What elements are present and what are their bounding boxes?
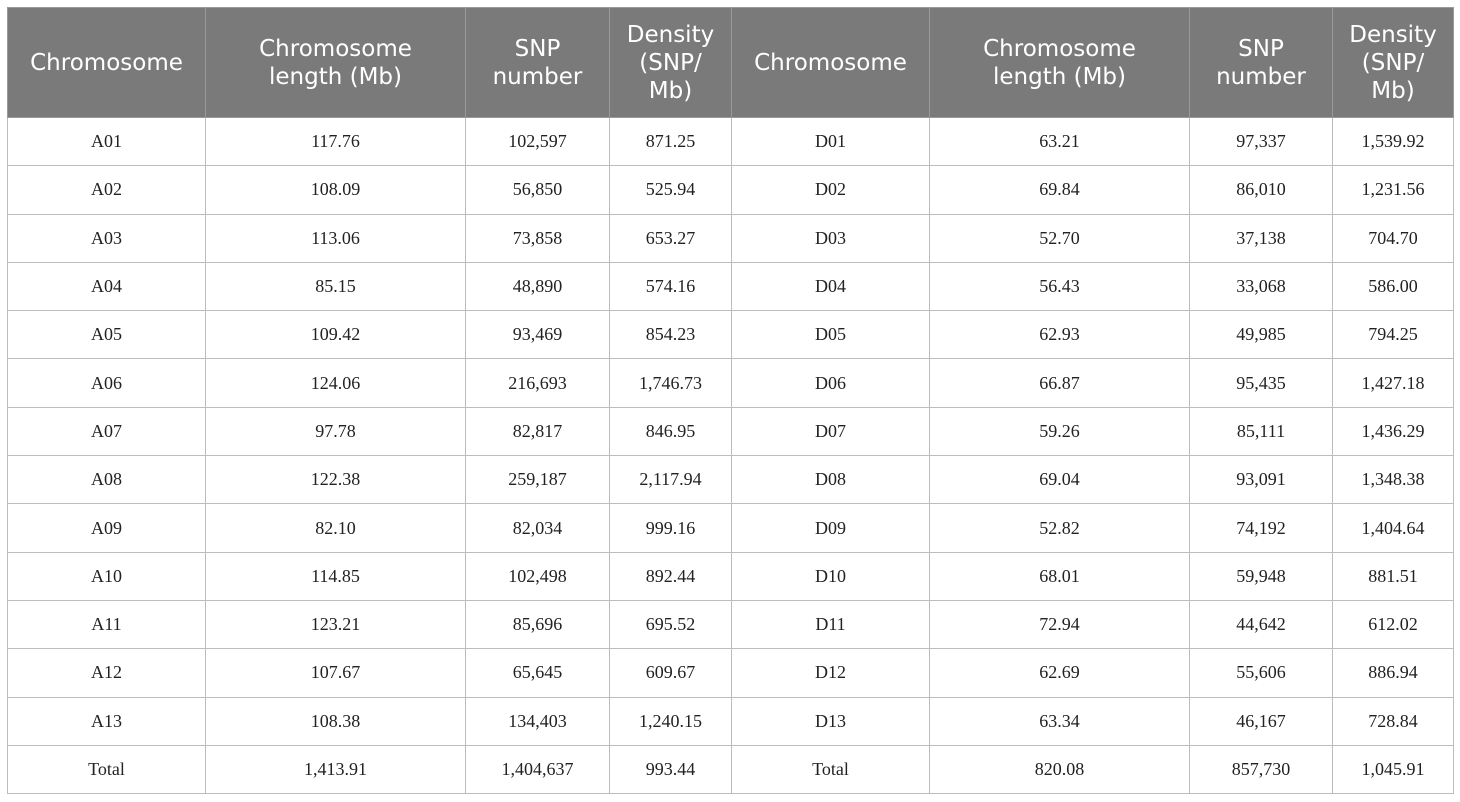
cell-length-d: 63.34 [930, 697, 1190, 745]
cell-snp-number-a: 93,469 [466, 311, 610, 359]
cell-chromosome-a: A12 [8, 649, 206, 697]
cell-length-d: 59.26 [930, 407, 1190, 455]
cell-length-a: 85.15 [206, 262, 466, 310]
cell-density-d: 728.84 [1333, 697, 1454, 745]
cell-snp-number-a: 134,403 [466, 697, 610, 745]
cell-snp-number-d: 37,138 [1190, 214, 1333, 262]
cell-length-d: 69.04 [930, 456, 1190, 504]
cell-length-a: 109.42 [206, 311, 466, 359]
cell-snp-number-d: 55,606 [1190, 649, 1333, 697]
cell-snp-number-a: 85,696 [466, 600, 610, 648]
cell-chromosome-d: D09 [732, 504, 930, 552]
cell-chromosome-a: A08 [8, 456, 206, 504]
cell-chromosome-a: A05 [8, 311, 206, 359]
header-length-a [206, 8, 466, 118]
header-snp-number-d [1190, 8, 1333, 118]
cell-chromosome-d: D11 [732, 600, 930, 648]
cell-length-a: 123.21 [206, 600, 466, 648]
cell-length-d: 820.08 [930, 745, 1190, 793]
header-density-a [610, 8, 732, 118]
cell-density-d: 1,539.92 [1333, 118, 1454, 166]
cell-snp-number-a: 56,850 [466, 166, 610, 214]
header-length-d [930, 8, 1190, 118]
table-row [8, 456, 1454, 504]
cell-snp-number-a: 259,187 [466, 456, 610, 504]
cell-density-a: 653.27 [610, 214, 732, 262]
cell-density-a: 993.44 [610, 745, 732, 793]
cell-density-a: 846.95 [610, 407, 732, 455]
cell-length-a: 108.09 [206, 166, 466, 214]
cell-length-d: 62.93 [930, 311, 1190, 359]
cell-density-d: 1,045.91 [1333, 745, 1454, 793]
cell-length-a: 117.76 [206, 118, 466, 166]
total-row [8, 745, 1454, 793]
header-snp-number-a [466, 8, 610, 118]
cell-snp-number-a: 65,645 [466, 649, 610, 697]
cell-snp-number-a: 102,498 [466, 552, 610, 600]
header-text-line: (SNP/ [639, 49, 702, 76]
cell-snp-number-a: 82,817 [466, 407, 610, 455]
cell-chromosome-d: D12 [732, 649, 930, 697]
cell-snp-number-d: 44,642 [1190, 600, 1333, 648]
table-row [8, 214, 1454, 262]
table-row [8, 504, 1454, 552]
cell-chromosome-a: A02 [8, 166, 206, 214]
cell-density-a: 609.67 [610, 649, 732, 697]
cell-snp-number-a: 216,693 [466, 359, 610, 407]
table-row [8, 552, 1454, 600]
cell-length-a: 113.06 [206, 214, 466, 262]
cell-density-d: 1,404.64 [1333, 504, 1454, 552]
cell-length-a: 1,413.91 [206, 745, 466, 793]
cell-chromosome-d: D06 [732, 359, 930, 407]
table-row [8, 697, 1454, 745]
cell-snp-number-d: 93,091 [1190, 456, 1333, 504]
table-header-row [8, 8, 1454, 118]
cell-length-a: 124.06 [206, 359, 466, 407]
cell-density-a: 574.16 [610, 262, 732, 310]
cell-density-a: 999.16 [610, 504, 732, 552]
header-text-line: Density [626, 21, 715, 48]
cell-length-d: 72.94 [930, 600, 1190, 648]
cell-snp-number-d: 74,192 [1190, 504, 1333, 552]
cell-chromosome-a: A09 [8, 504, 206, 552]
cell-chromosome-d: D10 [732, 552, 930, 600]
cell-density-a: 2,117.94 [610, 456, 732, 504]
cell-density-a: 871.25 [610, 118, 732, 166]
cell-density-d: 886.94 [1333, 649, 1454, 697]
table-row [8, 600, 1454, 648]
header-text-line: Chromosome [259, 35, 412, 62]
cell-snp-number-d: 85,111 [1190, 407, 1333, 455]
header-text-line: length (Mb) [992, 63, 1126, 90]
header-text-line: number [492, 63, 583, 90]
cell-snp-number-a: 73,858 [466, 214, 610, 262]
cell-density-a: 1,240.15 [610, 697, 732, 745]
cell-length-a: 107.67 [206, 649, 466, 697]
header-text-line: length (Mb) [268, 63, 402, 90]
snp-density-table [7, 7, 1454, 794]
cell-snp-number-d: 49,985 [1190, 311, 1333, 359]
cell-density-d: 704.70 [1333, 214, 1454, 262]
header-density-d [1333, 8, 1454, 118]
cell-snp-number-d: 59,948 [1190, 552, 1333, 600]
header-text-line: Mb) [648, 77, 693, 104]
cell-density-a: 892.44 [610, 552, 732, 600]
cell-chromosome-a: A10 [8, 552, 206, 600]
header-text-line: SNP [514, 35, 561, 62]
cell-density-d: 1,231.56 [1333, 166, 1454, 214]
cell-snp-number-d: 97,337 [1190, 118, 1333, 166]
cell-length-d: 52.82 [930, 504, 1190, 552]
cell-snp-number-d: 86,010 [1190, 166, 1333, 214]
cell-chromosome-a: A13 [8, 697, 206, 745]
cell-snp-number-d: 46,167 [1190, 697, 1333, 745]
cell-density-d: 1,436.29 [1333, 407, 1454, 455]
cell-chromosome-d: D02 [732, 166, 930, 214]
cell-chromosome-d: Total [732, 745, 930, 793]
cell-chromosome-a: A01 [8, 118, 206, 166]
header-text-line: Chromosome [30, 49, 183, 76]
cell-chromosome-d: D03 [732, 214, 930, 262]
cell-length-a: 82.10 [206, 504, 466, 552]
table-row [8, 262, 1454, 310]
cell-length-d: 69.84 [930, 166, 1190, 214]
cell-length-a: 114.85 [206, 552, 466, 600]
header-text-line: Density [1349, 21, 1437, 48]
cell-chromosome-a: A03 [8, 214, 206, 262]
cell-density-d: 794.25 [1333, 311, 1454, 359]
cell-chromosome-a: A07 [8, 407, 206, 455]
cell-length-d: 52.70 [930, 214, 1190, 262]
table-row [8, 166, 1454, 214]
header-text-line: SNP [1238, 35, 1284, 62]
cell-length-d: 66.87 [930, 359, 1190, 407]
header-chromosome-a [8, 8, 206, 118]
header-text-line: number [1216, 63, 1306, 90]
cell-chromosome-d: D05 [732, 311, 930, 359]
cell-length-d: 68.01 [930, 552, 1190, 600]
cell-chromosome-a: A11 [8, 600, 206, 648]
header-text-line: (SNP/ [1361, 49, 1425, 76]
cell-density-a: 1,746.73 [610, 359, 732, 407]
cell-chromosome-d: D01 [732, 118, 930, 166]
cell-density-d: 586.00 [1333, 262, 1454, 310]
table-row [8, 407, 1454, 455]
cell-density-a: 525.94 [610, 166, 732, 214]
cell-snp-number-d: 857,730 [1190, 745, 1333, 793]
cell-snp-number-a: 1,404,637 [466, 745, 610, 793]
cell-chromosome-a: A04 [8, 262, 206, 310]
cell-chromosome-a: A06 [8, 359, 206, 407]
cell-length-a: 122.38 [206, 456, 466, 504]
cell-length-a: 97.78 [206, 407, 466, 455]
cell-density-d: 1,348.38 [1333, 456, 1454, 504]
header-text-line: Chromosome [983, 35, 1136, 62]
header-text-line: Mb) [1371, 77, 1415, 104]
cell-chromosome-d: D04 [732, 262, 930, 310]
table-row [8, 649, 1454, 697]
header-chromosome-d [732, 8, 930, 118]
table-body [8, 118, 1454, 794]
cell-density-d: 1,427.18 [1333, 359, 1454, 407]
cell-snp-number-a: 82,034 [466, 504, 610, 552]
cell-density-d: 881.51 [1333, 552, 1454, 600]
cell-snp-number-d: 33,068 [1190, 262, 1333, 310]
cell-length-a: 108.38 [206, 697, 466, 745]
cell-length-d: 56.43 [930, 262, 1190, 310]
cell-chromosome-d: D13 [732, 697, 930, 745]
table-row [8, 118, 1454, 166]
cell-density-a: 854.23 [610, 311, 732, 359]
cell-snp-number-d: 95,435 [1190, 359, 1333, 407]
table-row [8, 359, 1454, 407]
header-text-line: Chromosome [754, 49, 907, 76]
cell-length-d: 63.21 [930, 118, 1190, 166]
cell-snp-number-a: 102,597 [466, 118, 610, 166]
cell-chromosome-d: D07 [732, 407, 930, 455]
cell-snp-number-a: 48,890 [466, 262, 610, 310]
cell-chromosome-a: Total [8, 745, 206, 793]
cell-length-d: 62.69 [930, 649, 1190, 697]
table-row [8, 311, 1454, 359]
cell-density-a: 695.52 [610, 600, 732, 648]
cell-chromosome-d: D08 [732, 456, 930, 504]
cell-density-d: 612.02 [1333, 600, 1454, 648]
